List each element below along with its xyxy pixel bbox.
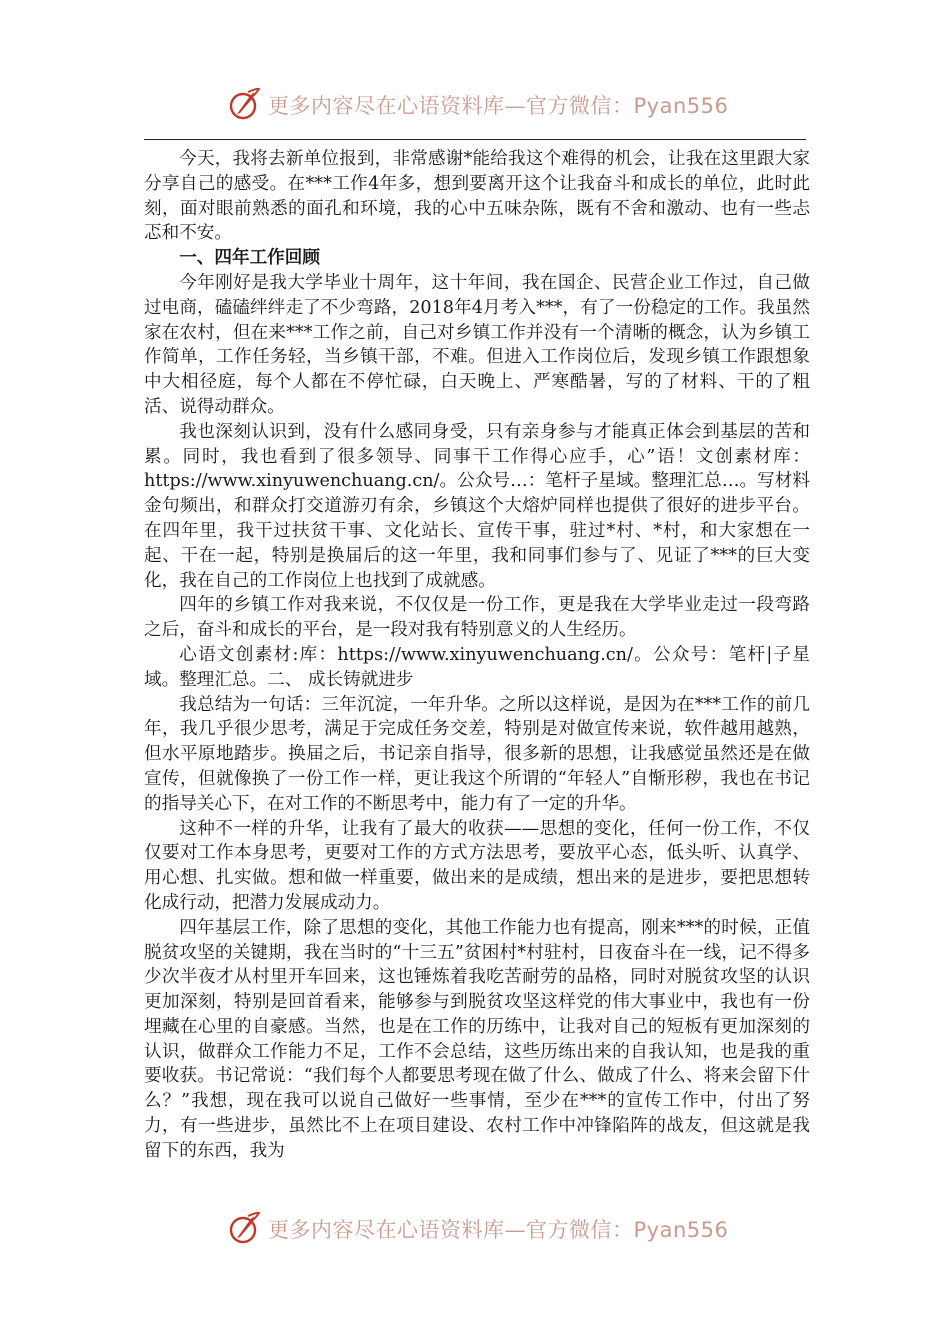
header-divider	[144, 139, 806, 140]
wechat-id: Pyan556	[633, 1218, 729, 1242]
paragraph-3: 四年的乡镇工作对我来说，不仅仅是一份工作，更是我在大学毕业走过一段弯路之后，奋斗和成长的平台，是一段对我有特别意义的人生经历。	[144, 595, 810, 641]
quill-logo-icon	[228, 86, 262, 122]
document-body	[144, 147, 810, 1164]
banner-slogan: 更多内容尽在心语资料库—官方微信：	[268, 1218, 634, 1242]
paragraph-5: 我总结为一句话：三年沉淀，一年升华。之所以这样说，是因为在***工作的前几年，我几乎很少思考，满足于完成任务交差，特别是对做宣传来说，软件越用越熟，但水平原地踏步。换届之后，书记亲自指导，很多新的思想，让我感觉虽然还是在做宣传，但就像换了一份工作一样，更让我这个所谓的“年轻人”自惭形秽，我也在书记的指导关心下，在对工作的不断思考中，能力有了一定的升华。	[144, 694, 810, 814]
header-banner	[0, 84, 950, 128]
banner-slogan: 更多内容尽在心语资料库—官方微信：	[268, 94, 634, 118]
banner-text	[268, 1214, 728, 1244]
wechat-id: Pyan556	[633, 94, 729, 118]
footer-banner	[0, 1208, 950, 1252]
paragraph-1: 今年刚好是我大学毕业十周年，这十年间，我在国企、民营企业工作过，自己做过电商，磕磕绊绊走了不少弯路，2018年4月考入***，有了一份稳定的工作。我虽然家在农村，但在来***工作之前，自己对乡镇工作并没有一个清晰的概念，认为乡镇工作简单，工作任务轻，当乡镇干部，不难。但进入工作岗位后，发现乡镇工作跟想象中大相径庭，每个人都在不停忙碌，白天晚上、严寒酷暑，写的了材料、干的了粗活、说得动群众。	[144, 272, 810, 417]
section-heading-1: 一、四年工作回顾	[179, 247, 320, 269]
paragraph-7: 四年基层工作，除了思想的变化，其他工作能力也有提高，刚来***的时候，正值脱贫攻坚的关键期，我在当时的“十三五”贫困村*村驻村，日夜奋斗在一线，记不得多少次半夜才从村里开车回来，这也锤炼着我吃苦耐劳的品格，同时对脱贫攻坚的认识更加深刻，特别是回首看来，能够参与到脱贫攻坚这样党的伟大事业中，我也有一份埋藏在心里的自豪感。当然，也是在工作的历练中，让我对自己的短板有更加深刻的认识，做群众工作能力不足，工作不会总结，这些历练出来的自我认知，也是我的重要收获。书记常说：“我们每个人都要思考现在做了什么、做成了什么、将来会留下什么？”我想，现在我可以说自己做好一些事情，至少在***的宣传工作中，付出了努力，有一些进步，虽然比不上在项目建设、农村工作中冲锋陷阵的战友，但这就是我留下的东西，我为	[144, 917, 810, 1161]
paragraph-2: 我也深刻认识到，没有什么感同身受，只有亲身参与才能真正体会到基层的苦和累。同时，我也看到了很多领导、同事干工作得心应手，心”语！文创素材库：https://www.xinyuwenchuang.cn/。公众号…：笔杆子星域。整理汇总…。写材料金句频出，和群众打交道游刃有余，乡镇这个大熔炉同样也提供了很好的进步平台。在四年里，我干过扶贫干事、文化站长、宣传干事，驻过*村、*村，和大家想在一起、干在一起，特别是换届后的这一年里，我和同事们参与了、见证了***的巨大变化，我在自己的工作岗位上也找到了成就感。	[144, 421, 810, 591]
paragraph-6: 这种不一样的升华，让我有了最大的收获——思想的变化，任何一份工作，不仅仅要对工作本身思考，更要对工作的方式方法思考，要放平心态，低头听、认真学、用心想、扎实做。想和做一样重要，做出来的是成绩，想出来的是进步，要把思想转化成行动，把潜力发展成动力。	[144, 818, 810, 913]
paragraph-intro: 今天，我将去新单位报到，非常感谢*能给我这个难得的机会，让我在这里跟大家分享自己的感受。在***工作4年多，想到要离开这个让我奋斗和成长的单位，此时此刻，面对眼前熟悉的面孔和环境，我的心中五味杂陈，既有不舍和激动、也有一些忐忑和不安。	[144, 149, 810, 244]
paragraph-4-section-heading-2: 心语文创素材:库：https://www.xinyuwenchuang.cn/。公众号：笔杆|子星域。整理汇总。二、 成长铸就进步	[144, 644, 810, 690]
banner-text	[268, 90, 728, 120]
quill-logo-icon	[228, 1210, 262, 1246]
